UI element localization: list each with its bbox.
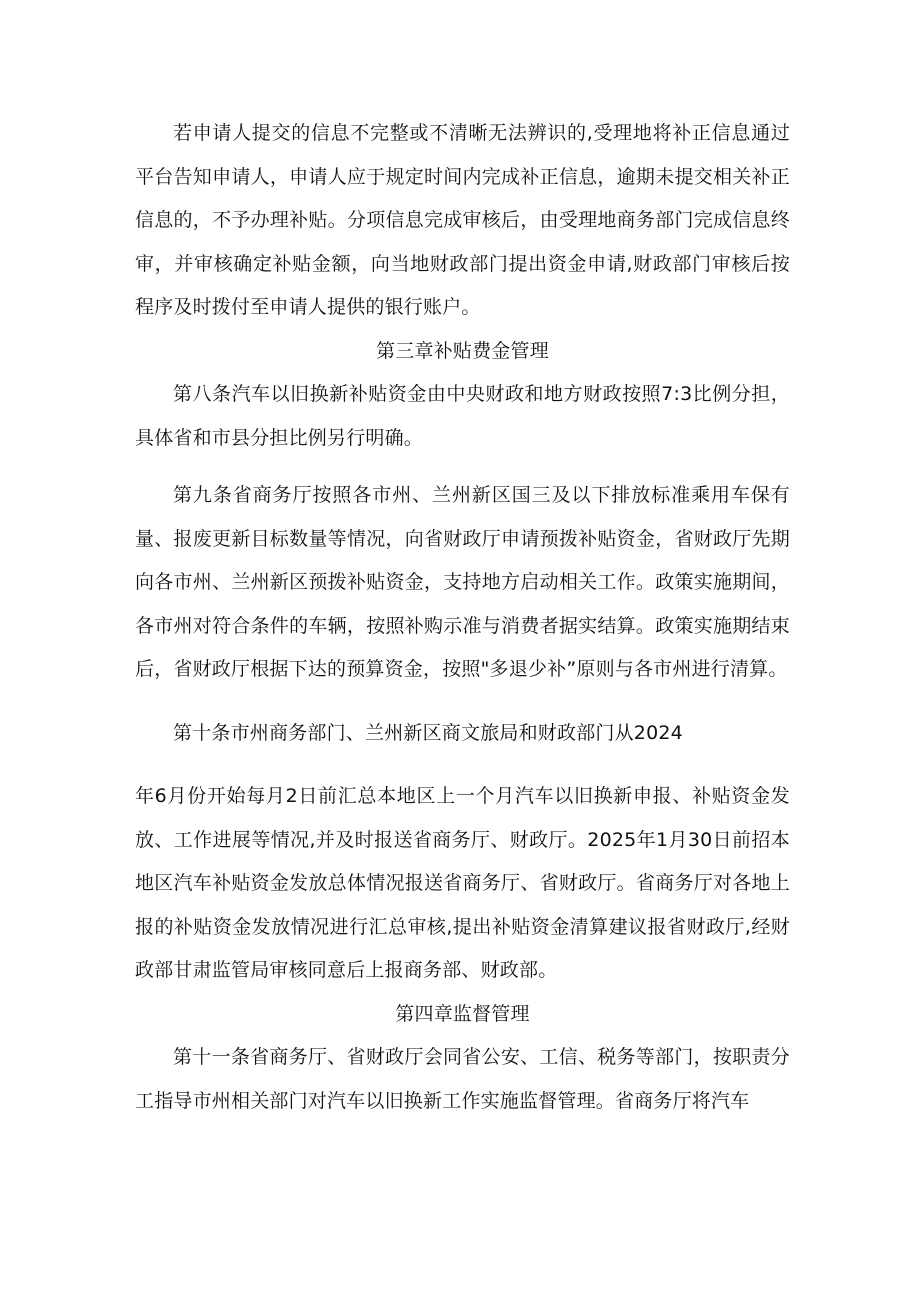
- chapter-heading-3: 第三章补贴费金管理: [376, 339, 549, 362]
- article-10-body: 年6月份开始每月2日前汇总本地区上一个月汽车以旧换新申报、补贴资金发放、工作进展等情况,并及时报送省商务厅、财政厅。2025年1月30日前招本地区汽车补贴资金发放总体情况报送省商务厅、省财政厅。省商务厅对各地上报的补贴资金发放情况进行汇总审核,提出补贴资金清算建议报省财政厅,经财政部甘肃监管局审核同意后上报商务部、财政部。: [135, 785, 790, 981]
- paragraph-supplementary-info: 若申请人提交的信息不完整或不清晰无法辨识的,受理地将补正信息通过平台告知申请人，申请人应于规定时间内完成补正信息，逾期未提交相关补正信息的，不予办理补贴。分项信息完成审核后，由受理地商务部门完成信息终审，并审核确定补贴金额，向当地财政部门提出资金申请,财政部门审核后按程序及时拨付至申请人提供的银行账户。: [135, 122, 790, 318]
- chapter-heading-4: 第四章监督管理: [395, 1002, 530, 1025]
- article-10-first-line: 第十条市州商务部门、兰州新区商文旅局和财政部门从2024: [173, 721, 683, 744]
- article-8: 第八条汽车以旧换新补贴资金由中央财政和地方财政按照7:3比例分担，具体省和市县分担比例另行明确。: [135, 383, 790, 449]
- article-11: 第十一条省商务厅、省财政厅会同省公安、工信、税务等部门，按职责分工指导市州相关部门对汽车以旧换新工作实施监督管理。省商务厅将汽车: [135, 1046, 790, 1112]
- article-9: 第九条省商务厅按照各市州、兰州新区国三及以下排放标准乘用车保有量、报废更新目标数量等情况，向省财政厅申请预拨补贴资金，省财政厅先期向各市州、兰州新区预拨补贴资金，支持地方启动相关工作。政策实施期间，各市州对符合条件的车辆，按照补购示准与消费者据实结算。政策实施期结束后，省财政厅根据下达的预算资金，按照"多退少补”原则与各市州进行清算。: [135, 484, 790, 680]
